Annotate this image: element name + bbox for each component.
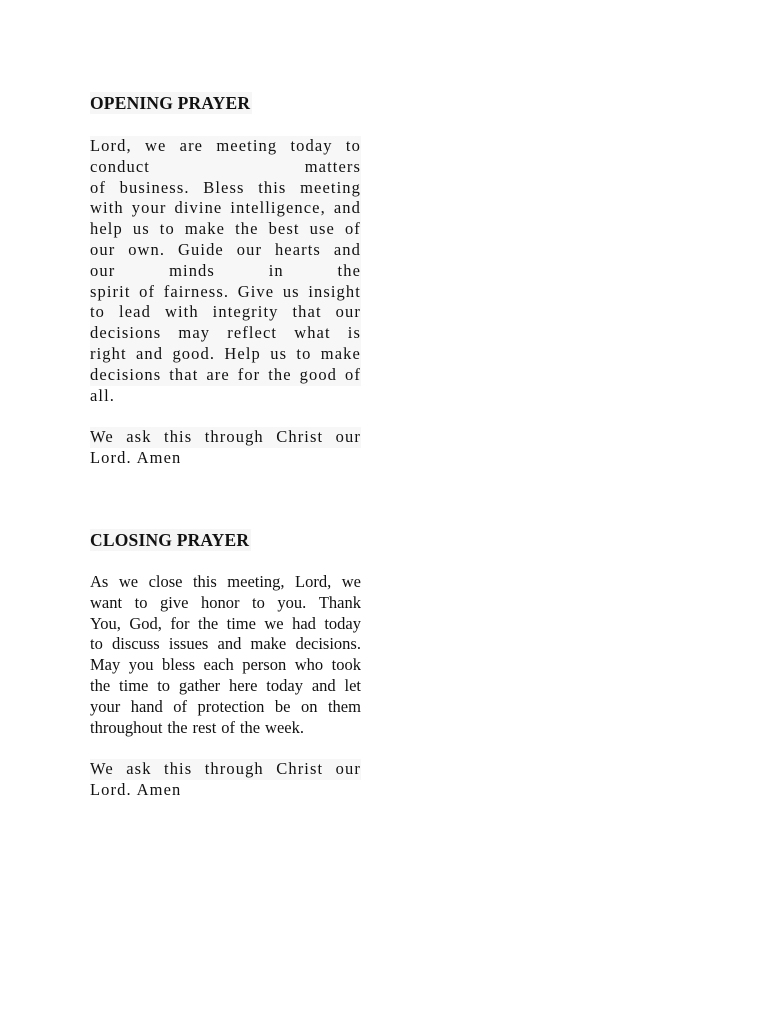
word: ask [126, 759, 152, 779]
closing-prayer-section [90, 529, 361, 801]
word: of [344, 364, 361, 384]
word: fairness. [163, 281, 230, 301]
word: business. [119, 177, 190, 197]
word: spirit [90, 281, 131, 301]
word: we [341, 572, 361, 591]
word: all. [90, 385, 116, 405]
word: give [160, 592, 189, 612]
text-line [90, 261, 361, 282]
word: them [327, 696, 361, 716]
word: your [131, 198, 167, 218]
word: be [274, 696, 291, 716]
word: the [268, 364, 292, 384]
word: person [242, 655, 287, 675]
word: we [118, 572, 139, 591]
word: good [299, 364, 338, 384]
word: each [203, 655, 234, 675]
word: who [294, 655, 324, 675]
word: took [331, 655, 361, 675]
word: of [344, 219, 361, 239]
word: issues [168, 634, 209, 654]
word: us [282, 281, 300, 301]
word: and [333, 198, 361, 218]
word: we [264, 613, 284, 633]
word: our [90, 239, 116, 259]
word: us [270, 343, 288, 363]
word: divine [174, 198, 223, 218]
word: Lord. [90, 448, 132, 468]
word: our [236, 239, 263, 259]
text-line [90, 240, 361, 261]
word: our [335, 302, 361, 322]
word: are [179, 136, 204, 155]
text-line [90, 572, 361, 593]
opening-prayer-section [90, 92, 361, 469]
word: of [139, 281, 156, 301]
word: Lord. [90, 780, 132, 800]
word: protection [197, 696, 265, 716]
word: bless [162, 655, 195, 675]
text-line [90, 323, 361, 344]
closing-prayer-title: CLOSING PRAYER [90, 530, 250, 550]
word: right [90, 343, 127, 363]
closing-prayer-body [90, 572, 361, 738]
word: that [292, 302, 322, 322]
word: meeting, [227, 572, 285, 591]
word: of [221, 717, 235, 737]
word: today [290, 136, 333, 155]
word: hearts [274, 239, 321, 259]
word: hand [130, 696, 163, 716]
word: on [300, 696, 318, 716]
word: your [90, 696, 121, 716]
word: Lord, [90, 136, 132, 155]
closing-prayer-amen [90, 759, 361, 801]
word: to [134, 592, 148, 612]
word: good. [172, 343, 216, 363]
text-line [90, 219, 361, 240]
word: want [90, 592, 123, 612]
word: this [164, 759, 193, 779]
text-line [90, 386, 361, 407]
word: rest [192, 717, 217, 737]
word: May [90, 655, 121, 675]
word: our [335, 759, 361, 779]
text-line [90, 676, 361, 697]
word: time [226, 613, 256, 633]
word: this [192, 572, 217, 591]
word: help [90, 219, 123, 239]
word: Amen [136, 448, 182, 468]
word: make [184, 219, 226, 239]
word: reflect [227, 323, 278, 343]
word: and [333, 239, 361, 259]
text-line [90, 302, 361, 323]
word: our [335, 427, 361, 447]
word: You, [90, 613, 121, 633]
word: in [268, 260, 284, 280]
word: this [258, 177, 287, 197]
word: to [159, 219, 175, 239]
word: of [173, 696, 188, 716]
word: the [198, 613, 219, 633]
text-line [90, 344, 361, 365]
word: We [90, 759, 114, 779]
word: that [169, 364, 199, 384]
word: Christ [276, 759, 324, 779]
word: Thank [318, 592, 361, 612]
word: meeting [216, 136, 278, 155]
word: through [204, 427, 264, 447]
word: with [164, 302, 199, 322]
word: the [235, 219, 259, 239]
word: integrity [212, 302, 279, 322]
text-line [90, 759, 361, 780]
text-line [90, 198, 361, 219]
text-line [90, 718, 361, 739]
word: decisions [90, 364, 162, 384]
word: to [90, 302, 106, 322]
word: time [119, 675, 149, 695]
word: close [148, 572, 183, 591]
word: through [204, 759, 264, 779]
word: are [206, 364, 230, 384]
word: to [296, 343, 312, 363]
word: minds [169, 260, 215, 280]
word: the [337, 260, 361, 280]
word: let [344, 675, 361, 695]
word: with [90, 198, 124, 218]
word: best [268, 219, 300, 239]
word: meeting [300, 177, 361, 197]
word: is [347, 323, 361, 343]
word: today [324, 613, 361, 633]
word: gather [178, 675, 221, 695]
opening-prayer-body [90, 136, 361, 406]
word: make [250, 634, 287, 654]
word: decisions [90, 323, 162, 343]
word: Christ [276, 427, 324, 447]
text-line [90, 697, 361, 718]
word: you. [277, 592, 307, 612]
word: Lord, [295, 572, 332, 591]
text-line [90, 780, 361, 801]
word: the [90, 675, 111, 695]
text-line [90, 593, 361, 614]
word: our [90, 260, 116, 280]
word: discuss [112, 634, 160, 654]
word: insight [308, 281, 361, 301]
text-line [90, 136, 361, 157]
text-line [90, 655, 361, 676]
word: and [217, 634, 242, 654]
word: intelligence, [230, 198, 326, 218]
word: for [237, 364, 261, 384]
word: what [294, 323, 331, 343]
word: matters [304, 156, 361, 176]
word: had [292, 613, 316, 633]
word: to [90, 634, 103, 654]
word: here [229, 675, 258, 695]
word: of [90, 177, 106, 197]
text-line [90, 614, 361, 635]
text-line [90, 282, 361, 303]
word: God, [129, 613, 162, 633]
text-line [90, 634, 361, 655]
word: today [266, 675, 303, 695]
word: us [132, 219, 150, 239]
word: to [345, 136, 361, 155]
word: to [252, 592, 265, 612]
opening-prayer-amen [90, 427, 361, 469]
word: and [311, 675, 336, 695]
word: for [170, 613, 190, 633]
word: may [178, 323, 211, 343]
word: Give [237, 281, 275, 301]
word: ask [126, 427, 152, 447]
word: We [90, 427, 114, 447]
word: Amen [136, 780, 182, 800]
word: Bless [203, 177, 245, 197]
word: make [320, 343, 361, 363]
word: lead [119, 302, 151, 322]
text-line [90, 448, 361, 469]
word: week. [265, 717, 304, 737]
text-line [90, 157, 361, 178]
word: conduct [90, 156, 150, 176]
word: throughout [90, 717, 163, 737]
word: own. [128, 239, 166, 259]
word: the [167, 717, 188, 737]
word: the [239, 717, 261, 737]
word: Help [224, 343, 261, 363]
opening-prayer-title: OPENING PRAYER [90, 93, 251, 113]
word: use [309, 219, 335, 239]
word: you [128, 655, 154, 675]
word: honor [200, 592, 240, 612]
word: we [144, 136, 167, 155]
word: this [164, 427, 193, 447]
word: As [90, 572, 109, 591]
word: and [136, 343, 164, 363]
text-line [90, 178, 361, 199]
word: to [157, 675, 171, 695]
word: decisions. [295, 634, 361, 654]
text-line [90, 365, 361, 386]
text-line [90, 427, 361, 448]
word: Guide [178, 239, 224, 259]
